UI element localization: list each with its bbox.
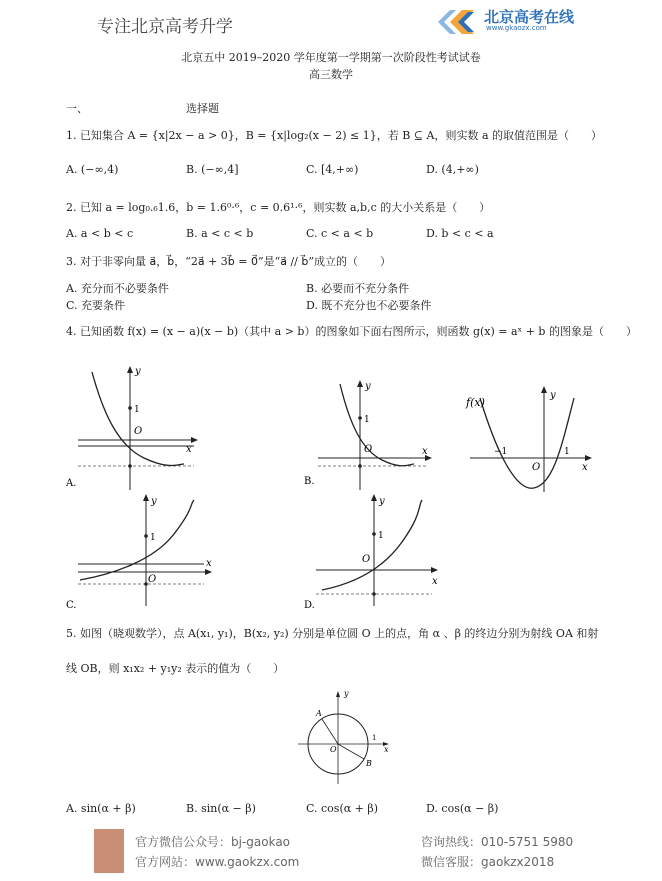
- q1-option-b: B. (−∞,4]: [186, 163, 239, 176]
- graph-c-option-label: C.: [66, 600, 77, 611]
- header-slogan: 专注北京高考升学: [97, 17, 233, 37]
- circle-point-b-label: B: [366, 759, 372, 768]
- q3-option-d: D. 既不充分也不必要条件: [306, 299, 432, 312]
- graph-d-y-label: y: [379, 496, 385, 507]
- q1-option-d: D. (4,+∞): [426, 163, 479, 176]
- question-5-stem-line1: 5. 如图（晓观数学），点 A(x₁, y₁)，B(x₂, y₂) 分别是单位圆 O 上的点，角 α 、β 的终边分别为射线 OA 和射: [66, 627, 599, 640]
- graph-fx-y-label: y: [550, 390, 556, 401]
- graph-c-y-label: y: [151, 496, 157, 507]
- footer-service: 微信客服：gaokzx2018: [421, 855, 555, 869]
- footer-qr-placeholder: [94, 829, 124, 873]
- graph-fx-x-label: x: [582, 462, 588, 473]
- graph-b-x-label: x: [422, 446, 428, 457]
- graph-d-origin-label: O: [362, 554, 371, 565]
- graph-c-origin-label: O: [148, 574, 157, 585]
- graph-a-option-label: A.: [66, 478, 77, 489]
- question-2-stem: 2. 已知 a = log₀.₆1.6，b = 1.6⁰·⁶，c = 0.6¹·⁶，则实数 a,b,c 的大小关系是（ ）: [66, 201, 491, 214]
- circle-point-a-label: A: [316, 709, 322, 718]
- circle-one-label: 1: [372, 734, 377, 742]
- graph-a-y-label: y: [135, 366, 141, 377]
- q1-option-c: C. [4,+∞): [306, 163, 359, 176]
- q1-option-a: A. (−∞,4): [66, 163, 119, 176]
- section-number: 一、: [66, 102, 88, 115]
- q5-option-b: B. sin(α − β): [186, 802, 256, 815]
- footer-wechat: 官方微信公众号：bj-gaokao: [135, 835, 291, 849]
- graph-fx-neg-one-label: −1: [494, 447, 508, 457]
- question-1-stem: 1. 已知集合 A = {x|2x − a > 0}，B = {x|log₂(x − 2) ≤ 1}，若 B ⊆ A，则实数 a 的取值范围是（ ）: [66, 129, 603, 142]
- q2-option-a: A. a < b < c: [66, 227, 134, 240]
- exam-title: 北京五中 2019–2020 学年度第一学期第一次阶段性考试试卷: [181, 51, 481, 64]
- graph-b-origin-label: O: [364, 444, 373, 455]
- q3-option-c: C. 充要条件: [66, 299, 126, 312]
- logo-icon: [434, 6, 480, 38]
- q3-option-a: A. 充分而不必要条件: [66, 282, 169, 295]
- graph-a-x-label: x: [186, 444, 192, 455]
- graph-fx-origin-label: O: [532, 462, 541, 473]
- graph-c-x-label: x: [206, 558, 212, 569]
- circle-origin-label: O: [330, 745, 337, 754]
- logo-text: 北京高考在线: [484, 8, 575, 26]
- graph-a-origin-label: O: [134, 426, 143, 437]
- graph-b-option-label: B.: [304, 476, 315, 487]
- section-name: 选择题: [186, 102, 219, 115]
- page-footer: [0, 823, 662, 881]
- graph-fx-one-label: 1: [564, 447, 570, 457]
- graph-option-b: [302, 380, 442, 495]
- question-4-stem: 4. 已知函数 f(x) = (x − a)(x − b)（其中 a > b）的图象如下面右图所示，则函数 g(x) = aˣ + b 的图象是（ ）: [66, 325, 637, 338]
- circle-x-label: x: [384, 745, 389, 754]
- q2-option-b: B. a < c < b: [186, 227, 254, 240]
- q5-option-d: D. cos(α − β): [426, 802, 499, 815]
- site-logo: [434, 6, 634, 38]
- circle-y-label: y: [344, 689, 349, 698]
- graph-b-y-label: y: [365, 381, 371, 392]
- graph-d-one-label: 1: [378, 531, 384, 541]
- graph-option-a: [64, 366, 214, 496]
- graph-b-one-label: 1: [364, 415, 370, 425]
- q2-option-c: C. c < a < b: [306, 227, 374, 240]
- footer-website: 官方网站：www.gaokzx.com: [135, 855, 300, 869]
- graph-c-one-label: 1: [150, 533, 156, 543]
- exam-subtitle: 高三数学: [309, 68, 353, 81]
- graph-fx-reference: [464, 384, 596, 494]
- graph-option-d: [302, 494, 442, 612]
- logo-url: www.gkaozx.com: [486, 24, 547, 32]
- unit-circle-figure: [294, 686, 394, 786]
- question-5-stem-line2: 线 OB，则 x₁x₂ + y₁y₂ 表示的值为（ ）: [66, 662, 285, 675]
- graph-d-x-label: x: [432, 576, 438, 587]
- fx-label: f(x): [466, 396, 485, 409]
- graph-d-option-label: D.: [304, 600, 315, 611]
- graph-a-one-label: 1: [134, 405, 140, 415]
- graph-option-c: [64, 494, 214, 612]
- q3-option-b: B. 必要而不充分条件: [306, 282, 410, 295]
- q2-option-d: D. b < c < a: [426, 227, 494, 240]
- footer-hotline: 咨询热线：010-5751 5980: [421, 835, 574, 849]
- q5-option-c: C. cos(α + β): [306, 802, 379, 815]
- question-3-stem: 3. 对于非零向量 a⃗，b⃗，“2a⃗ + 3b⃗ = 0⃗”是“a⃗ // b⃗”成立的（ ）: [66, 255, 391, 268]
- q5-option-a: A. sin(α + β): [66, 802, 136, 815]
